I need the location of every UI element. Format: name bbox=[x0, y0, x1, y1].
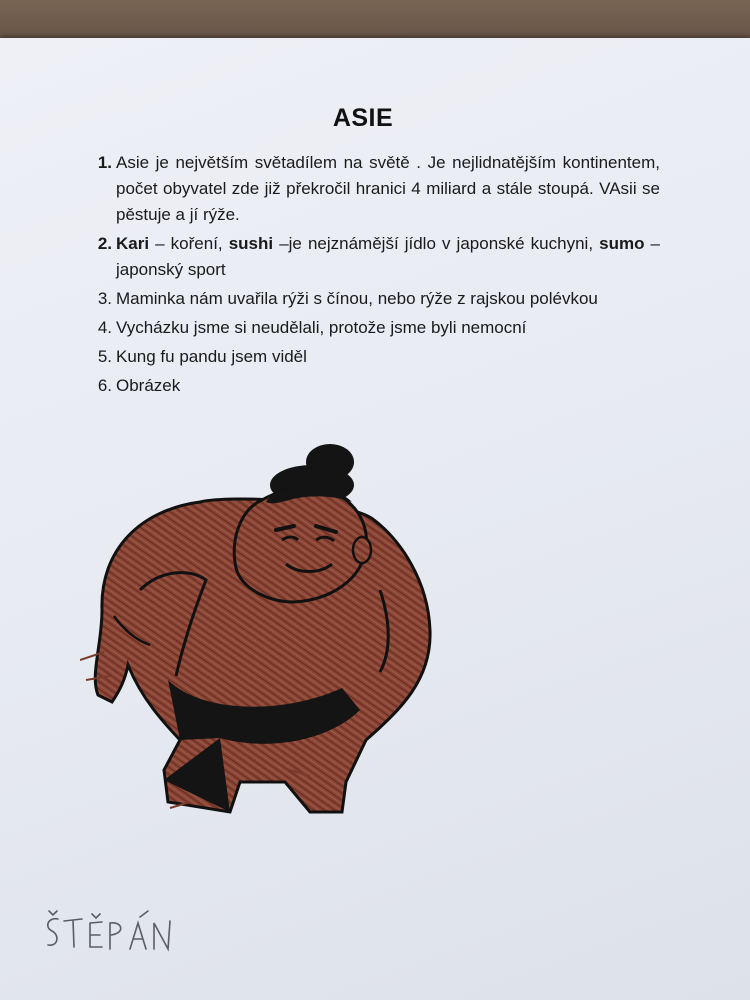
list-item bbox=[86, 150, 660, 228]
list-item bbox=[86, 315, 660, 341]
item-text: Asie je největším světadílem na světě . Je nejlidnatějším kontinentem, počet obyvatel zde již překročil hranici 4 miliard a stále stoupá. VAsii se pěstuje a jí rýže. bbox=[116, 153, 660, 224]
item-text-part: –je nejznámější jídlo v japonské kuchyni, bbox=[273, 234, 600, 253]
item-number: 2. bbox=[97, 234, 112, 253]
list-item bbox=[86, 286, 660, 312]
list-item bbox=[86, 344, 660, 370]
keyword-sushi: sushi bbox=[228, 234, 274, 253]
handwritten-signature bbox=[40, 905, 190, 961]
item-text-part: – koření, bbox=[149, 234, 229, 253]
sumo-wrestler-drawing bbox=[80, 440, 440, 830]
keyword-sumo: sumo bbox=[599, 234, 645, 253]
item-text: Maminka nám uvařila rýži s čínou, nebo rýže z rajskou polévkou bbox=[116, 289, 598, 308]
item-number: 3. bbox=[97, 289, 112, 308]
item-number: 5. bbox=[97, 347, 112, 366]
page-title: ASIE bbox=[332, 104, 394, 132]
list-item bbox=[86, 373, 660, 399]
item-number: 4. bbox=[97, 318, 112, 337]
item-text bbox=[116, 231, 660, 283]
item-text: Kung fu pandu jsem viděl bbox=[116, 347, 307, 366]
list-item bbox=[86, 231, 660, 283]
item-text-part: – japonský sport bbox=[116, 234, 660, 279]
item-number: 6. bbox=[97, 376, 112, 395]
numbered-list bbox=[86, 150, 660, 402]
item-number: 1. bbox=[97, 153, 112, 172]
item-text: Vycházku jsme si neudělali, protože jsme byli nemocní bbox=[116, 318, 527, 337]
item-text: Obrázek bbox=[116, 376, 181, 395]
keyword-kari: Kari bbox=[116, 234, 150, 253]
